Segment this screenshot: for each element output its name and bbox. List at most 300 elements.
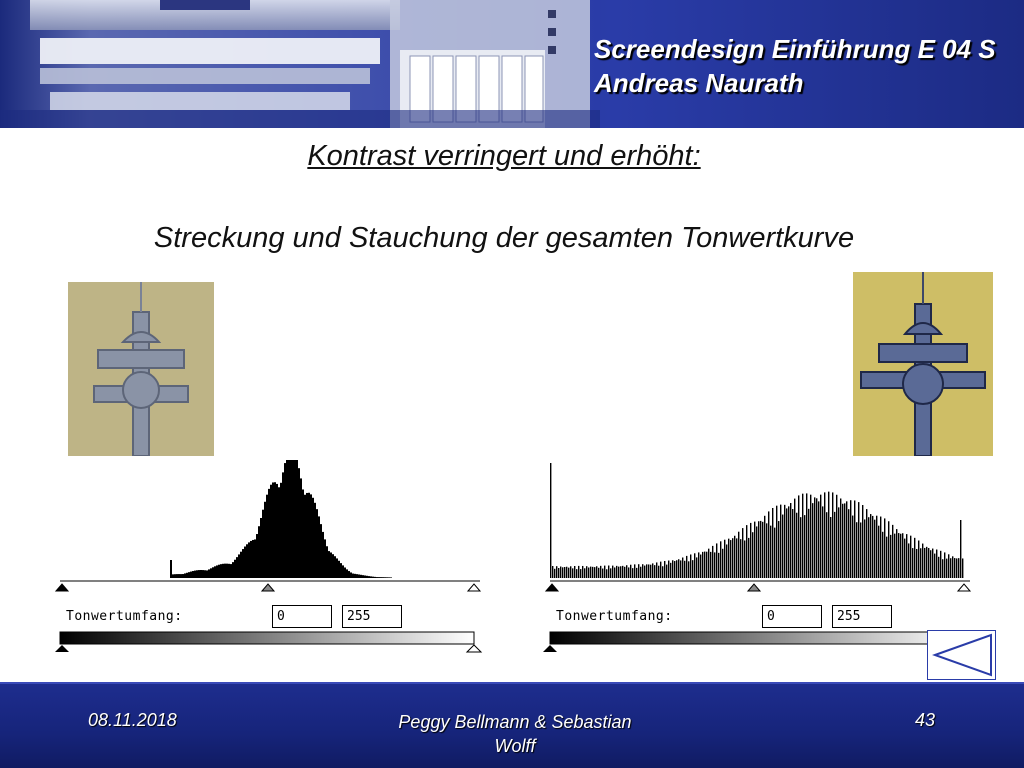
histogram-bar [290,460,292,578]
histogram-bar [176,574,178,578]
histogram-bar [680,560,681,578]
histogram-bar [334,556,336,578]
page-number: 43 [915,710,936,730]
histogram-bar [948,554,949,578]
histogram-bar [342,565,344,578]
histogram-bar [762,522,763,578]
histogram-bar [900,534,901,578]
histogram-bar [174,574,176,578]
histogram-bar [550,463,551,578]
printer-image [0,0,600,128]
histogram-bar [728,539,729,578]
histogram-bar [236,557,238,578]
histogram-bar [740,539,741,578]
histogram-bar [634,564,635,578]
histogram-bar [874,520,875,578]
histogram-bar [840,498,841,578]
histogram-bar [244,547,246,578]
histogram-bar [666,565,667,578]
histogram-bar [872,516,873,578]
histogram-bar [252,540,254,578]
histogram-bar [364,575,366,578]
histogram-bar [920,548,921,578]
min-value-field[interactable]: 0 [762,605,822,628]
cross-photo-low-contrast [68,282,214,456]
histogram-bar [812,503,813,578]
histogram-bar [746,525,747,578]
histogram-bar [892,525,893,578]
histogram-bar [276,484,278,578]
histogram-bar [184,573,186,578]
histogram-bar [950,558,951,578]
histogram-bar [766,523,767,578]
histogram-bar [668,561,669,578]
histogram-bar [880,517,881,578]
histogram-bar [318,516,320,578]
histogram-bar [946,559,947,578]
back-triangle-icon[interactable] [927,630,996,680]
histogram-bar [844,503,845,578]
max-value-field[interactable]: 255 [832,605,892,628]
histogram-bar [744,540,745,578]
histogram-bar [822,506,823,578]
tonwertumfang-label: Tonwertumfang: [66,609,183,624]
histogram-bar [702,552,703,578]
histogram-bar [820,495,821,578]
histogram-bar [898,533,899,578]
histogram-bar [232,562,234,578]
histogram-bar [582,566,583,578]
histogram-bar [770,526,771,578]
histogram-bar [868,517,869,578]
histogram-bar [374,577,376,578]
histogram-bar [774,528,775,578]
histogram-bar [354,574,356,578]
histogram-bar [620,566,621,578]
histogram-bar [658,566,659,578]
histogram-bar [234,560,236,578]
histogram-bar [700,555,701,578]
histogram-bar [376,577,378,578]
histogram-bar [786,508,787,578]
histogram-bar [556,566,557,578]
histogram-bar [282,472,284,578]
histogram-bar [552,566,553,578]
histogram-bar [866,509,867,578]
histogram-bar [614,567,615,578]
histogram-bar [360,575,362,578]
histogram-chart-right [540,460,980,595]
histogram-bar [362,575,364,578]
histogram-bar [730,540,731,578]
histogram-bar [836,495,837,578]
footer-author: Peggy Bellmann & Sebastian Wolff [398,712,632,756]
histogram-bar [598,568,599,578]
histogram-bar [296,460,298,578]
histogram-bar [280,483,282,578]
histogram-bar [288,460,290,578]
histogram-bar [848,509,849,578]
histogram-bar [358,574,360,578]
histogram-bar [204,570,206,578]
histogram-bar [618,567,619,578]
histogram-bar [574,566,575,578]
tonwertumfang-label: Tonwertumfang: [556,609,673,624]
histogram-bar [254,539,256,578]
histogram-bar [688,561,689,578]
histogram-bar [274,482,276,578]
histogram-bar [186,573,188,578]
input-black-slider [56,584,68,591]
histogram-bar [708,549,709,578]
histogram-bar [764,516,765,578]
output-gradient-bar [540,630,980,655]
histogram-bar [910,536,911,578]
histogram-bar [328,551,330,578]
histogram-bar [306,493,308,578]
histogram-bar [264,502,266,578]
histogram-bar [656,562,657,578]
histogram-bar [586,566,587,578]
histogram-bar [738,532,739,578]
histogram-bar [366,576,368,578]
histogram-bar [564,567,565,578]
histogram-bar [716,543,717,578]
histogram-bar [952,556,953,578]
histogram-bar [208,569,210,578]
histogram-bar [258,526,260,578]
histogram-bar [854,500,855,578]
histogram-bar [678,559,679,578]
histogram-bar [200,570,202,578]
min-value-field[interactable]: 0 [272,605,332,628]
histogram-bar [270,485,272,578]
histogram-bar [584,568,585,578]
histogram-bar [600,566,601,578]
histogram-bar [356,574,358,578]
histogram-bar [674,561,675,578]
histogram-bar [190,572,192,578]
histogram-bar [792,509,793,578]
histogram-bar [222,564,224,578]
cross-photo-high-contrast [853,272,993,456]
histogram-bar [198,570,200,578]
histogram-bar [934,554,935,578]
histogram-panel-right [540,460,980,660]
histogram-bar [960,520,961,578]
histogram-bar [336,558,338,578]
histogram-bar [956,558,957,578]
histogram-bar [576,569,577,578]
histogram-bar [202,570,204,578]
input-white-slider [468,584,480,591]
histogram-bar [904,539,905,578]
histogram-bar [570,566,571,578]
histogram-bar [238,554,240,578]
footer-date: 08.11.2018 [88,710,177,730]
histogram-bar [808,509,809,578]
histogram-bar [566,567,567,578]
histogram-bar [940,551,941,578]
histogram-bar [788,506,789,578]
histogram-bar [726,544,727,578]
histogram-bar [760,521,761,578]
histogram-bar [896,529,897,578]
histogram-bar [824,492,825,578]
histogram-bar [724,540,725,578]
histogram-bar [930,550,931,578]
histogram-bar [814,497,815,578]
histogram-bar [652,563,653,578]
histogram-bar [338,561,340,578]
histogram-bar [676,560,677,578]
histogram-bar [852,516,853,578]
histogram-bar [300,478,302,578]
histogram-bar [242,549,244,578]
histogram-bar [932,549,933,578]
histogram-bar [686,556,687,578]
histogram-bar [240,552,242,578]
histogram-bar [752,532,753,578]
histogram-bar [554,569,555,578]
input-gamma-slider [262,584,274,591]
histogram-bar [712,546,713,578]
histogram-bar [886,537,887,578]
histogram-bar [286,460,288,578]
slide-subheading: Streckung und Stauchung der gesamten Tonwertkurve [153,222,855,254]
histogram-bar [870,514,871,578]
histogram-bar [650,565,651,578]
histogram-bar [316,509,318,578]
histogram-bar [958,558,959,578]
histogram-bar [386,577,388,578]
histogram-bar [578,566,579,578]
histogram-bar [308,493,310,578]
histogram-bar [602,569,603,578]
histogram-bar [382,577,384,578]
histogram-bar [776,506,777,578]
histogram-bar [790,503,791,578]
histogram-bar [696,557,697,578]
histogram-bar [344,567,346,578]
histogram-bar [352,574,354,578]
histogram-bar [856,522,857,578]
histogram-bar [170,560,172,578]
histogram-bar [220,564,222,578]
histogram-bar [268,489,270,578]
histogram-bar [262,510,264,578]
histogram-bar [706,552,707,578]
histogram-bar [954,558,955,578]
histogram-bar [278,487,280,578]
histogram-bar [800,517,801,578]
histogram-bar [596,566,597,578]
histogram-bar [624,567,625,578]
histogram-bar [324,539,326,578]
histogram-bar [626,565,627,578]
histogram-bar [798,495,799,578]
histogram-bar [890,535,891,578]
histogram-bar [888,521,889,578]
histogram-bar [368,576,370,578]
histogram-bar [648,564,649,578]
header-band [0,0,1024,128]
histogram-bar [710,552,711,578]
histogram-bar [326,546,328,578]
histogram-bar [826,512,827,578]
histogram-bar [632,568,633,578]
histogram-bar [568,568,569,578]
histogram-bar [718,553,719,578]
histogram-bar [850,500,851,578]
histogram-bar [322,532,324,578]
histogram-bar [230,564,232,578]
histogram-bar [906,534,907,578]
histogram-bar [610,568,611,578]
histogram-bar [924,548,925,578]
histogram-bar [832,492,833,578]
histogram-bar [684,561,685,578]
histogram-bar [962,558,963,578]
histogram-bar [830,517,831,578]
histogram-bar [802,494,803,578]
input-white-slider [958,584,970,591]
histogram-bar [588,568,589,578]
histogram-bar [246,544,248,578]
histogram-bar [784,505,785,578]
histogram-bar [720,541,721,578]
histogram-bar [750,523,751,578]
footer-band [0,682,1024,768]
histogram-bar [560,567,561,578]
histogram-bar [292,460,294,578]
histogram-bar [188,572,190,578]
histogram-bar [926,547,927,578]
histogram-bar [194,571,196,578]
histogram-bar [756,526,757,578]
histogram-bar [860,522,861,578]
histogram-bar [796,513,797,578]
histogram-bar [734,536,735,578]
histogram-bar [330,552,332,578]
histogram-bar [388,577,390,578]
histogram-bar [304,495,306,578]
histogram-bar [272,482,274,578]
histogram-bar [606,569,607,578]
histogram-bar [640,567,641,578]
header-title: Screendesign Einführung E 04 S [594,34,996,64]
histogram-bar [390,577,392,578]
histogram-bar [694,553,695,578]
histogram-chart-left [50,460,490,595]
histogram-bar [214,566,216,578]
histogram-bar [250,541,252,578]
output-gradient-bar [50,630,490,655]
histogram-bar [722,549,723,578]
histogram-bar [810,495,811,578]
histogram-bar [858,502,859,578]
slide-heading: Kontrast verringert und erhöht: [307,140,701,172]
histogram-bar [348,571,350,578]
black-point-slider [543,645,557,652]
histogram-bar [698,552,699,578]
histogram-bar [682,558,683,578]
histogram-bar [938,557,939,578]
histogram-bar [622,566,623,578]
histogram-bar [630,565,631,578]
histogram-bar [562,567,563,578]
histogram-bar [902,533,903,578]
histogram-bar [780,505,781,578]
histogram-bar [604,566,605,578]
histogram-bar [378,577,380,578]
histogram-bar [908,543,909,578]
histogram-bar [654,565,655,578]
histogram-bar [642,564,643,578]
histogram-bar [882,532,883,578]
histogram-bar [370,576,372,578]
histogram-bar [772,508,773,578]
histogram-panel-left [50,460,490,660]
max-value-field[interactable]: 255 [342,605,402,628]
histogram-bar [662,566,663,578]
histogram-bar [644,566,645,578]
histogram-bar [384,577,386,578]
histogram-bar [226,564,228,578]
histogram-bar [612,566,613,578]
histogram-bar [842,504,843,578]
histogram-bar [350,572,352,578]
histogram-bar [936,550,937,578]
histogram-bar [172,574,174,578]
histogram-bar [834,512,835,578]
histogram-bar [216,565,218,578]
histogram-bar [944,552,945,578]
histogram-bar [748,538,749,578]
histogram-bar [922,544,923,578]
histogram-bar [816,498,817,578]
histogram-bar [804,515,805,578]
histogram-bar [894,534,895,578]
histogram-bar [916,549,917,578]
input-gamma-slider [748,584,760,591]
histogram-bar [782,515,783,578]
histogram-bar [828,492,829,578]
histogram-bar [294,460,296,578]
histogram-bar [206,570,208,578]
histogram-bar [628,567,629,578]
histogram-bar [192,571,194,578]
histogram-bar [572,568,573,578]
histogram-bar [942,559,943,578]
histogram-bar [248,542,250,578]
histogram-bar [704,552,705,578]
histogram-bar [778,521,779,578]
histogram-bar [768,511,769,578]
histogram-bar [558,568,559,578]
histogram-bar [380,577,382,578]
white-point-slider [467,645,481,652]
histogram-bar [742,528,743,578]
histogram-bar [592,567,593,578]
histogram-bar [178,574,180,578]
histogram-bar [332,554,334,578]
histogram-bar [180,574,182,578]
histogram-bar [672,560,673,578]
histogram-bar [302,489,304,578]
histogram-bar [806,493,807,578]
histogram-bar [182,574,184,578]
